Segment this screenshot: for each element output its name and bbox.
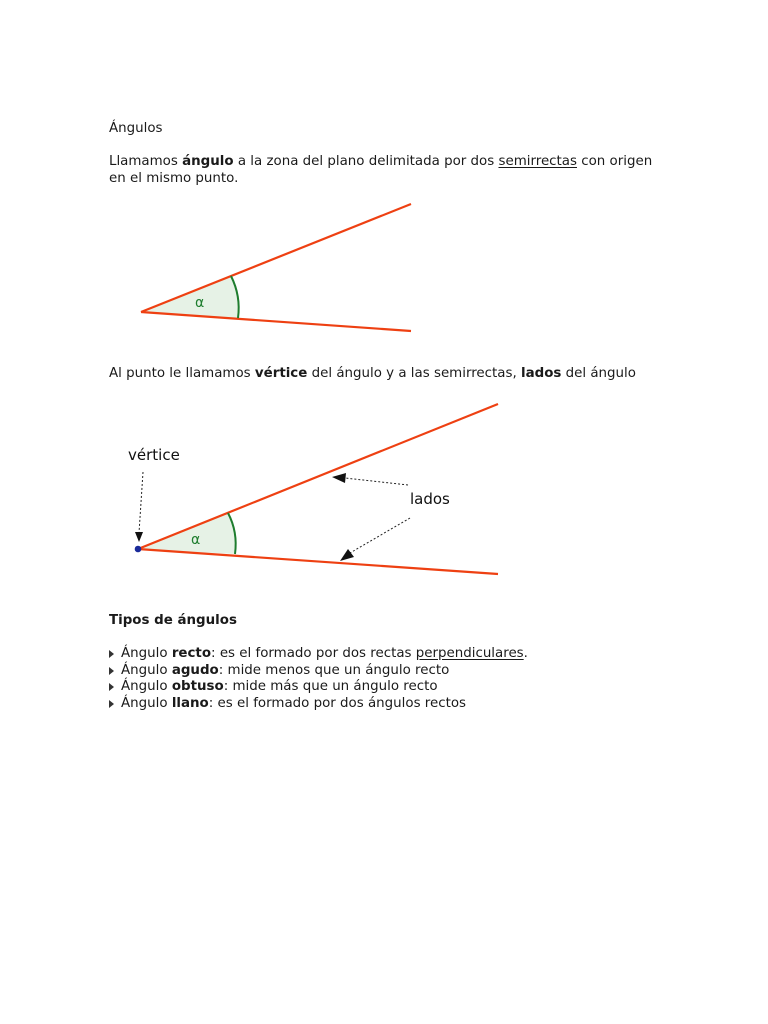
text: Ángulo <box>121 662 172 678</box>
text: del ángulo <box>561 366 636 381</box>
text: Ángulo <box>121 679 172 695</box>
text: : mide menos que un ángulo recto <box>218 662 450 678</box>
type-name: agudo <box>171 662 219 678</box>
type-name: obtuso <box>171 679 224 695</box>
list-item <box>109 646 528 663</box>
text: : es el formado por dos ángulos rectos <box>208 696 467 712</box>
upper-ray <box>138 404 498 549</box>
section-heading: Tipos de ángulos <box>109 613 237 628</box>
bullet-icon <box>109 700 114 708</box>
text: del ángulo y a las semirrectas, <box>307 366 521 381</box>
angle-sector <box>138 513 236 554</box>
text: Ángulo <box>121 696 172 712</box>
lower-ray <box>138 549 498 574</box>
text: Ángulo <box>121 646 172 661</box>
type-name: llano <box>171 696 209 712</box>
angle-figure-1 <box>141 204 411 331</box>
list-item <box>109 663 528 680</box>
arrowhead <box>135 532 143 542</box>
lower-side-arrow <box>350 518 410 553</box>
bullet-icon <box>109 683 114 691</box>
bold-term-angulo: ángulo <box>182 154 234 169</box>
vertex-label: vértice <box>128 446 180 464</box>
list-item <box>109 679 528 696</box>
upper-ray <box>141 204 411 312</box>
semirrectas-link[interactable]: semirrectas <box>498 154 577 169</box>
text: . <box>523 646 528 661</box>
angle-figure-2 <box>128 404 498 574</box>
vertex-arrow <box>139 472 143 533</box>
arrowhead <box>340 549 354 561</box>
vertex-point <box>135 546 142 553</box>
arrowhead <box>332 473 346 483</box>
perpendiculares-link[interactable]: perpendiculares <box>415 646 524 661</box>
angle-types-list <box>109 646 528 713</box>
type-name: recto <box>171 646 212 661</box>
text: con origen en el mismo punto. <box>109 154 653 186</box>
bold-term-lados: lados <box>520 366 562 381</box>
alpha-symbol: α <box>195 295 205 311</box>
sides-label: lados <box>410 490 450 508</box>
bold-term-vertice: vértice <box>254 366 308 381</box>
page-title: Ángulos <box>109 121 163 136</box>
text: : es el formado por dos rectas <box>211 646 416 661</box>
text: Llamamos <box>109 154 183 169</box>
alpha-symbol: α <box>191 532 201 548</box>
bullet-icon <box>109 667 114 675</box>
upper-side-arrow <box>345 478 408 485</box>
text: Al punto le llamamos <box>109 366 255 381</box>
text: a la zona del plano delimitada por dos <box>233 154 499 169</box>
bullet-icon <box>109 650 114 658</box>
list-item <box>109 696 528 713</box>
text: : mide más que un ángulo recto <box>223 679 438 695</box>
angle-sector <box>141 276 239 318</box>
vertex-sides-paragraph <box>109 365 669 382</box>
lower-ray <box>141 312 411 331</box>
